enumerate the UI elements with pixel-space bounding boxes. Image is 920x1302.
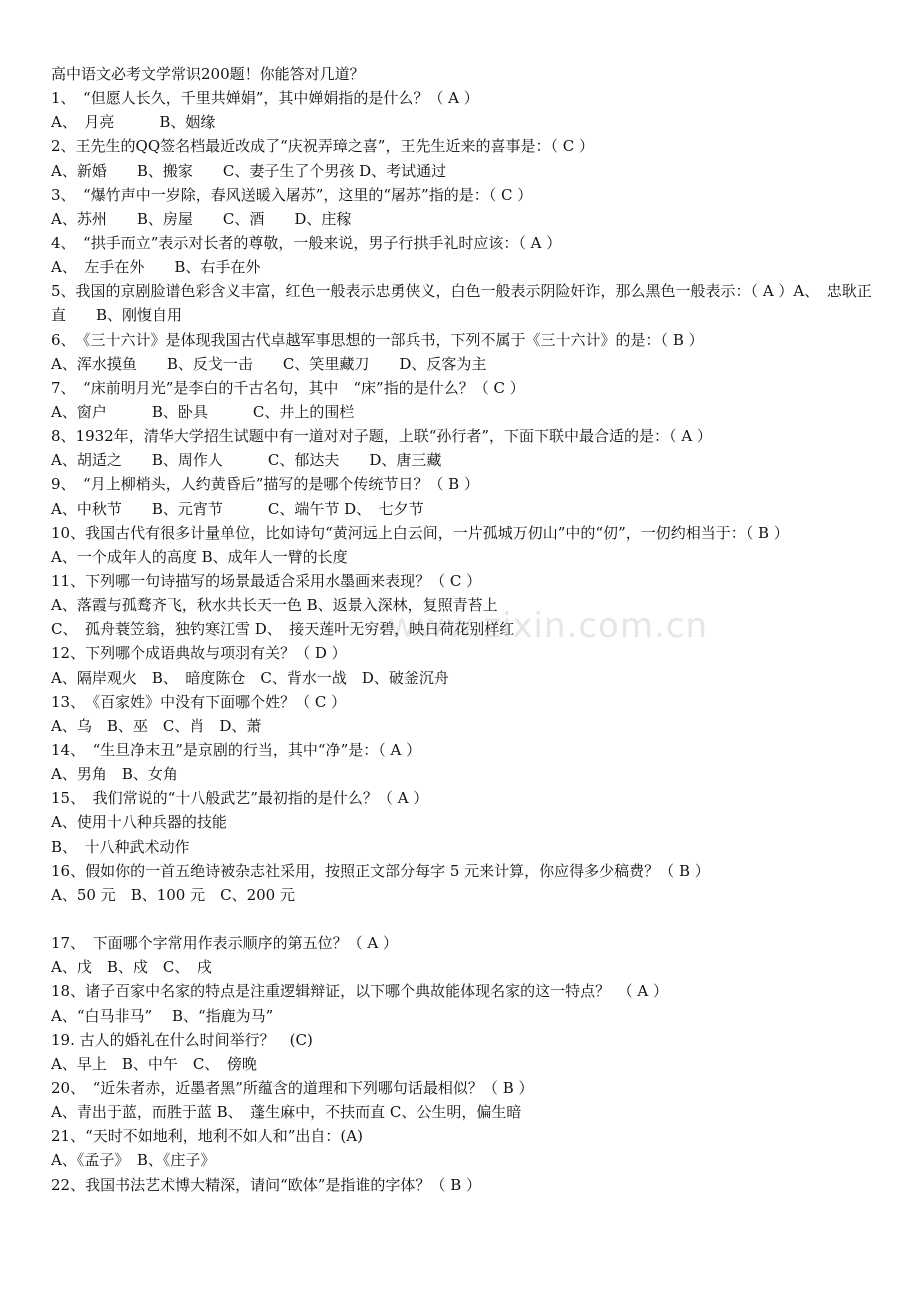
quiz-line: A、胡适之 B、周作人 C、郁达夫 D、唐三藏 (51, 451, 442, 470)
quiz-line: A、一个成年人的高度 B、成年人一臂的长度 (51, 547, 348, 566)
quiz-line: A、乌 B、巫 C、肖 D、萧 (51, 716, 262, 735)
quiz-line: 12、下列哪个成语典故与项羽有关？（ D ） (51, 644, 347, 663)
quiz-line: A、浑水摸鱼 B、反戈一击 C、笑里藏刀 D、反客为主 (51, 354, 487, 373)
quiz-line: A、50 元 B、100 元 C、200 元 (51, 885, 295, 904)
quiz-line: A、隔岸观火 B、 暗度陈仓 C、背水一战 D、破釜沉舟 (51, 668, 449, 687)
quiz-line: 20、 “近朱者赤，近墨者黑”所蕴含的道理和下列哪句话最相似？（ B ） (51, 1078, 534, 1097)
quiz-line: 22、我国书法艺术博大精深，请问“欧体”是指谁的字体？（ B ） (51, 1175, 481, 1194)
quiz-line: A、男角 B、女角 (51, 765, 178, 784)
quiz-line: 10、我国古代有很多计量单位，比如诗句“黄河远上白云间，一片孤城万仞山”中的“仞”，一仞约相当于：（ B ） (51, 523, 789, 542)
quiz-line: A、 月亮 B、姻缘 (51, 113, 216, 132)
quiz-line: A、窗户 B、卧具 C、井上的围栏 (51, 403, 355, 421)
quiz-line: 21、“天时不如地利，地利不如人和”出自：(A) (51, 1127, 363, 1146)
quiz-line: 9、 “月上柳梢头，人约黄昏后”描写的是哪个传统节日？（ B ） (51, 475, 479, 494)
quiz-line: A、早上 B、中午 C、 傍晚 (51, 1054, 257, 1073)
quiz-lines (51, 86, 881, 1197)
quiz-line: 16、假如你的一首五绝诗被杂志社采用，按照正文部分每字 5 元来计算，你应得多少稿费？（ B ） (51, 861, 710, 880)
quiz-line: 2、王先生的QQ签名档最近改成了“庆祝弄璋之喜”，王先生近来的喜事是：（ C ） (51, 137, 594, 156)
quiz-line: A、“白马非马” B、“指鹿为马” (51, 1006, 274, 1025)
quiz-line: C、 孤舟蓑笠翁，独钓寒江雪 D、 接天莲叶无穷碧，映日荷花别样红 (51, 620, 515, 639)
quiz-line: A、 左手在外 B、右手在外 (51, 258, 261, 277)
quiz-line: A、新婚 B、搬家 C、妻子生了个男孩 D、考试通过 (51, 161, 447, 180)
quiz-line: A、使用十八种兵器的技能 (51, 813, 227, 832)
quiz-line: 3、 “爆竹声中一岁除，春风送暖入屠苏”，这里的“屠苏”指的是：（ C ） (51, 185, 533, 204)
quiz-line: 11、下列哪一句诗描写的场景最适合采用水墨画来表现？（ C ） (51, 572, 482, 590)
quiz-line: 13、 《百家姓》中没有下面哪个姓？（ C ） (51, 692, 347, 711)
quiz-line: A、青出于蓝，而胜于蓝 B、 蓬生麻中，不扶而直 C、公生明，偏生暗 (51, 1103, 522, 1122)
quiz-line: A、戊 B、戍 C、 戌 (51, 958, 212, 977)
quiz-line: 7、 “床前明月光”是李白的千古名句，其中 “床”指的是什么？（ C ） (51, 378, 525, 397)
quiz-line: 19. 古人的婚礼在什么时间举行？ (C) (51, 1030, 313, 1049)
quiz-line: 8、1932年，清华大学招生试题中有一道对对子题，上联“孙行者”，下面下联中最合适的是：（ A ） (51, 427, 712, 446)
quiz-line: 15、 我们常说的“十八般武艺”最初指的是什么？（ A ） (51, 789, 429, 808)
watermark: www.zixin.com.cn (388, 606, 708, 646)
quiz-line: 1、 “但愿人长久，千里共婵娟”，其中婵娟指的是什么？（ A ） (51, 89, 479, 108)
document-body (51, 62, 881, 1197)
quiz-line: B、 十八种武术动作 (51, 837, 190, 856)
quiz-line: A、落霞与孤鹜齐飞，秋水共长天一色 B、返景入深林，复照青苔上 (51, 596, 498, 615)
document-title: 高中语文必考文学常识200题！你能答对几道？ (51, 65, 365, 83)
quiz-line: 14、 “生旦净末丑”是京剧的行当，其中“净”是：（ A ） (51, 740, 422, 759)
quiz-line: 18、诸子百家中名家的特点是注重逻辑辩证，以下哪个典故能体现名家的这一特点？ （ A ） (51, 982, 668, 1001)
blank-line (51, 907, 881, 931)
quiz-line: A、中秋节 B、元宵节 C、端午节 D、 七夕节 (51, 499, 424, 518)
quiz-line: 6、 《三十六计》是体现我国古代卓越军事思想的一部兵书，下列不属于《三十六计》的是：（ B ） (51, 330, 704, 349)
quiz-line: 4、 “拱手而立”表示对长者的尊敬，一般来说，男子行拱手礼时应该：（ A ） (51, 233, 562, 252)
quiz-line: A、苏州 B、房屋 C、酒 D、庄稼 (51, 209, 352, 228)
quiz-line: 5、我国的京剧脸谱色彩含义丰富，红色一般表示忠勇侠义，白色一般表示阴险奸诈，那么黑色一般表示：（ A ）A、 忠耿正直 B、刚愎自用 (51, 282, 872, 325)
quiz-line: 17、 下面哪个字常用作表示顺序的第五位？（ A ） (51, 934, 398, 953)
quiz-line: A、《孟子》 B、《庄子》 (51, 1151, 216, 1170)
